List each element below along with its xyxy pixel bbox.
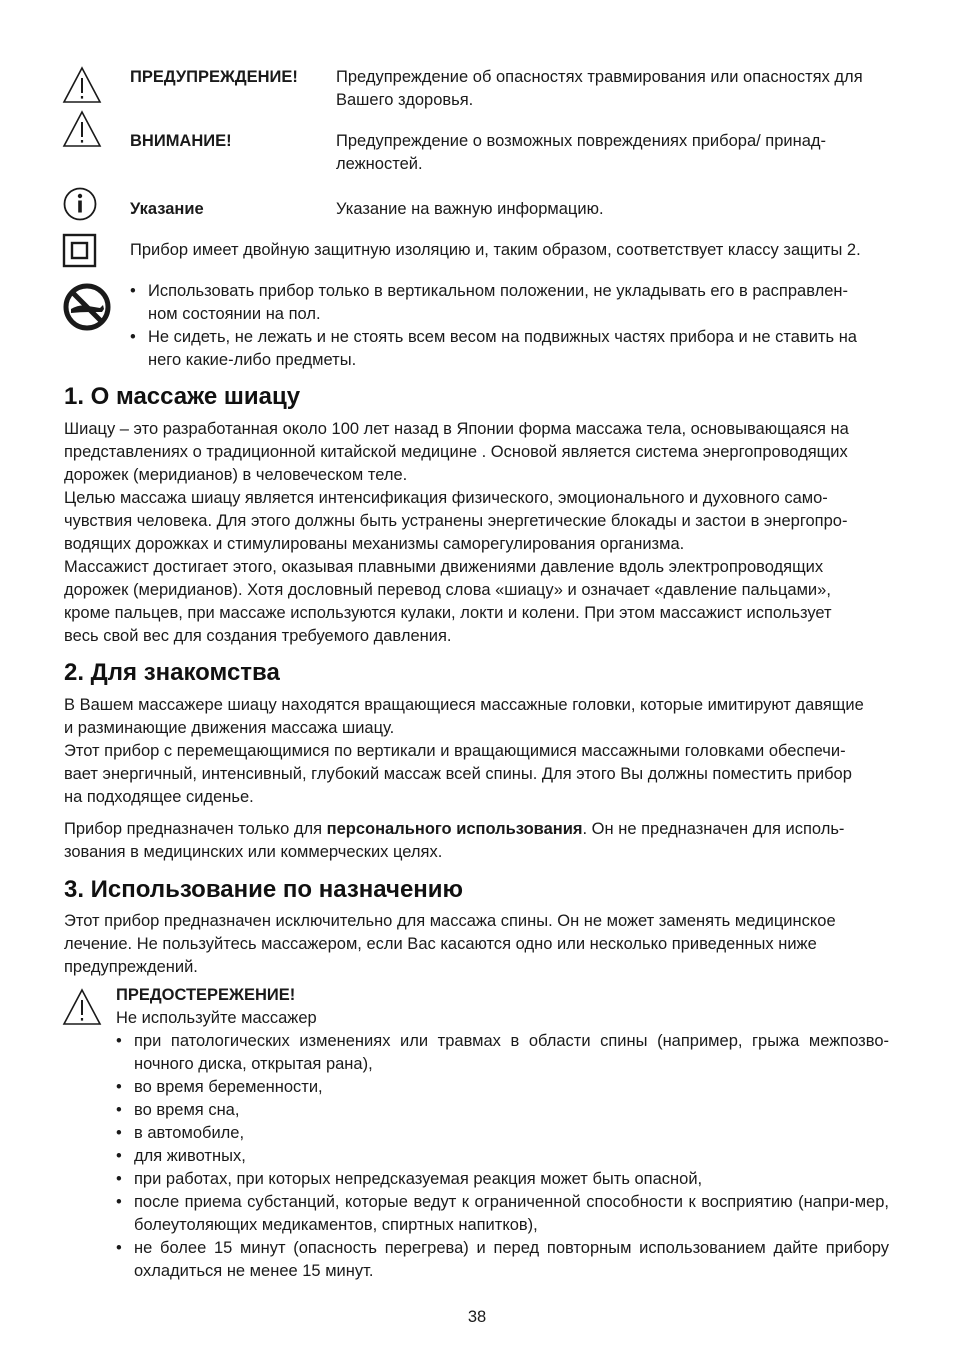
list-item: • во время сна, bbox=[116, 1099, 889, 1122]
section-3-paragraph-1: Этот прибор предназначен исключительно для массажа спины. Он не может заменять медицинское лечение. Не пользуйтесь массажером, если Вас касаются одно или несколько приведенных ниже предупреждений. bbox=[64, 912, 836, 976]
list-item: • после приема субстанций, которые ведут к ограниченной способности к восприятию (напри-мер, болеутоляющих медикаментов, спиртных напитков), bbox=[116, 1191, 889, 1237]
caution-list bbox=[116, 1030, 889, 1283]
section-1-paragraph-2: Целью массажа шиацу является интенсификация физического, эмоционального и духовного само- чувствия человека. Для этого должны быть устранены энергетические блокады и застои в энергопро- водящих дорожках и стимулированы механизмы саморегулирования организма. bbox=[64, 489, 848, 553]
list-item: • Не сидеть, не лежать и не стоять всем весом на подвижных частях прибора и не ставить на него какие-либо предметы. bbox=[130, 326, 890, 372]
list-item: • не более 15 минут (опасность перегрева) и перед повторным использованием дайте прибору охладиться не менее 15 минут. bbox=[116, 1237, 889, 1283]
section-2-paragraph-2: Этот прибор с перемещающимися по вертикали и вращающимися массажными головками обеспечи- вает энергичный, интенсивный, глубокий массаж всей спины. Для этого Вы должны поместить прибор на подходящее сиденье. bbox=[64, 742, 852, 806]
caution-title: ПРЕДОСТЕРЕЖЕНИЕ! bbox=[116, 986, 296, 1004]
list-item: • для животных, bbox=[116, 1145, 889, 1168]
legend-caution-text: Предупреждение о возможных повреждениях прибора/ принад- лежностей. bbox=[336, 132, 827, 173]
section-2-paragraph-3: Прибор предназначен только для персонального использования. Он не предназначен для исполь- зования в медицинских или коммерческих целях. bbox=[64, 820, 845, 861]
legend-note-text: Указание на важную информацию. bbox=[336, 200, 604, 218]
caution-intro: Не используйте массажер bbox=[116, 1009, 317, 1027]
section-1-paragraph-3: Массажист достигает этого, оказывая плавными движениями давление вдоль электропроводящих дорожек (меридианов). Хотя дословный перевод слова «шиацу» и означает «давление пальцами», кроме пальцев, при массаже используются кулаки, локти и колени. При этом массажист использует весь свой вес для создания требуемого давления. bbox=[64, 558, 832, 645]
section-1-paragraph-1: Шиацу – это разработанная около 100 лет назад в Японии форма массажа тела, основывающаяся на представлениях о традиционной китайской медицине . Основой является система энергопроводящих дорожек (меридианов) в человеческом теле. bbox=[64, 420, 849, 484]
info-icon bbox=[62, 186, 98, 222]
list-item: • при работах, при которых непредсказуемая реакция может быть опасной, bbox=[116, 1168, 889, 1191]
legend-warning-label: ПРЕДУПРЕЖДЕНИЕ! bbox=[130, 68, 298, 86]
legend-warning-text: Предупреждение об опасностях травмирования или опасностях для Вашего здоровья. bbox=[336, 68, 863, 109]
prohibition-list bbox=[130, 280, 890, 372]
warning-triangle-icon bbox=[62, 110, 102, 148]
section-3-title: 3. Использование по назначению bbox=[64, 876, 464, 903]
section-2-paragraph-1: В Вашем массажере шиацу находятся вращающиеся массажные головки, которые имитируют давящие и разминающие движения массажа шиацу. bbox=[64, 696, 864, 737]
legend-note-label: Указание bbox=[130, 200, 204, 218]
section-1-title: 1. О массаже шиацу bbox=[64, 383, 301, 410]
double-insulation-icon bbox=[62, 233, 98, 269]
page-number: 38 bbox=[467, 1308, 487, 1326]
list-item: • в автомобиле, bbox=[116, 1122, 889, 1145]
warning-triangle-icon bbox=[62, 66, 102, 104]
list-item: • при патологических изменениях или травмах в области спины (например, грыжа межпозво-ночного диска, открытая рана), bbox=[116, 1030, 889, 1076]
no-lying-down-icon bbox=[62, 282, 112, 332]
list-item: • во время беременности, bbox=[116, 1076, 889, 1099]
section-2-title: 2. Для знакомства bbox=[64, 659, 280, 686]
list-item: • Использовать прибор только в вертикальном положении, не укладывать его в расправлен- ном состоянии на пол. bbox=[130, 280, 890, 326]
warning-triangle-icon bbox=[62, 988, 102, 1026]
legend-class2-text: Прибор имеет двойную защитную изоляцию и, таким образом, соответствует классу защиты 2. bbox=[130, 241, 861, 259]
legend-caution-label: ВНИМАНИЕ! bbox=[130, 132, 232, 150]
